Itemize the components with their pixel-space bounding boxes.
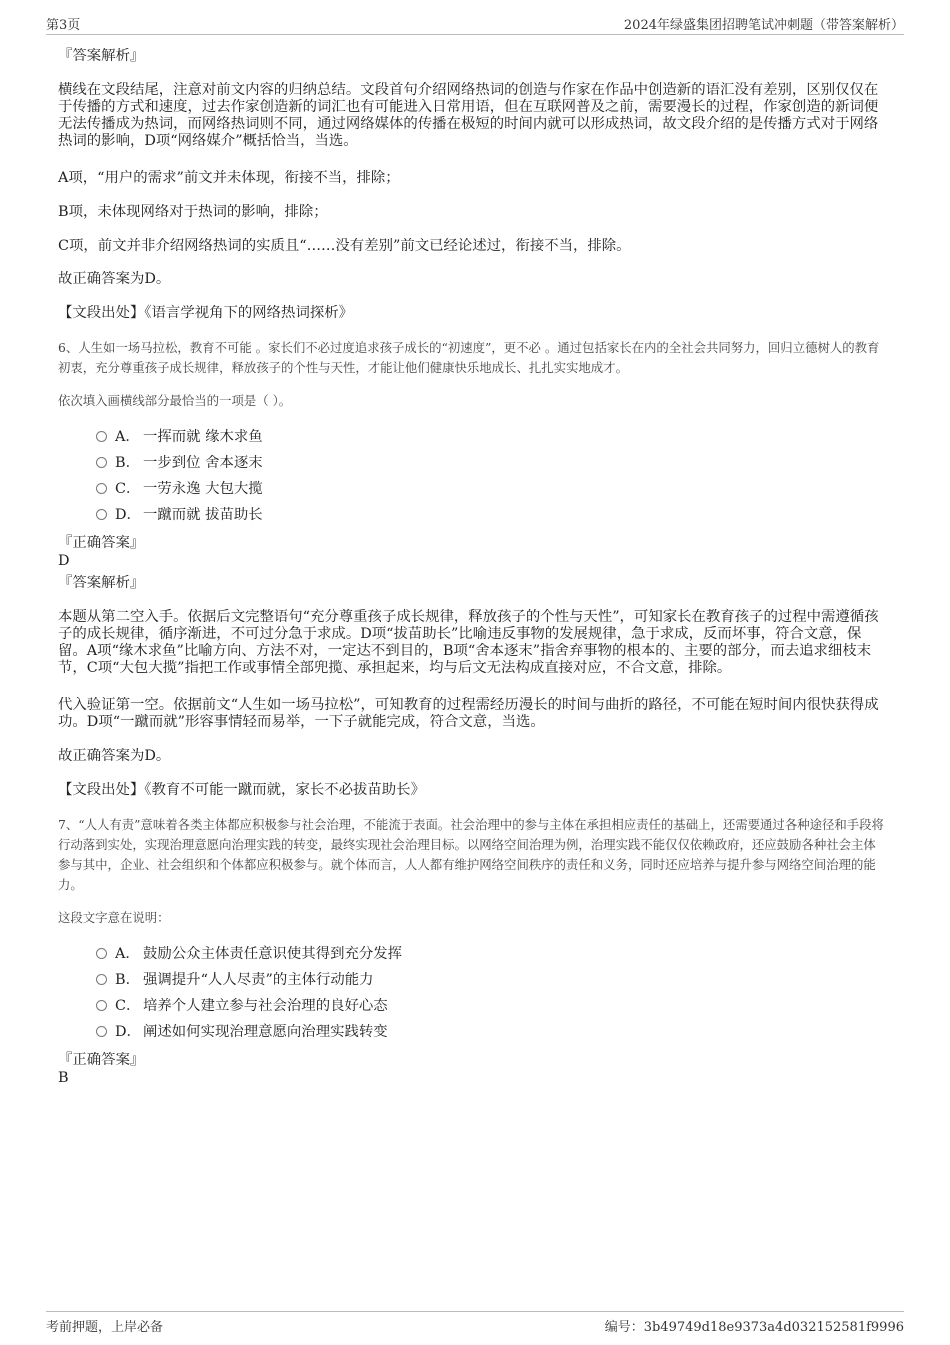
radio-icon[interactable] (96, 431, 107, 442)
radio-icon[interactable] (96, 509, 107, 520)
radio-icon[interactable] (96, 483, 107, 494)
q6-conclusion: 故正确答案为D。 (58, 748, 171, 764)
page-number: 第3页 (46, 18, 81, 33)
q6-answer-label: 『正确答案』 (58, 535, 145, 551)
q6-source: 【文段出处】《教育不可能一蹴而就，家长不必拔苗助长》 (58, 782, 425, 798)
q6-analysis-1: 本题从第二空入手。依据后文完整语句“充分尊重孩子成长规律，释放孩子的个性与天性”，可知家长在教育孩子的过程中需遵循孩子的成长规律，循序渐进，不可过分急于求成。D项“拔苗助长”比喻违反事物的发展规律，急于求成，反而坏事，符合文意，保留。A项“缘木求鱼”比喻方向、方法不对，一定达不到目的，B项“舍本逐末”指舍弃事物的根本的、主要的部分，而去追求细枝末节，C项“大包大揽”指把工作或事情全部兜揽、承担起来，均与后文无法构成直接对应，不合文意，排除。 (58, 609, 879, 676)
radio-icon[interactable] (96, 948, 107, 959)
q6-option-c[interactable]: C． 一劳永逸 大包大揽 (96, 480, 263, 498)
page-footer (46, 1311, 904, 1337)
q7-answer: B (58, 1070, 69, 1086)
q5-option-b-note: B项，未体现网络对于热词的影响，排除； (58, 204, 328, 220)
q6-answer: D (58, 553, 70, 569)
document-code-label: 编号： (604, 1320, 644, 1335)
document-title: 2024年绿盛集团招聘笔试冲刺题（带答案解析） (623, 18, 904, 33)
radio-icon[interactable] (96, 1026, 107, 1037)
q5-option-c-note: C项，前文并非介绍网络热词的实质且“……没有差别”前文已经论述过，衔接不当，排除。 (58, 238, 631, 254)
radio-icon[interactable] (96, 1000, 107, 1011)
q7-stem: 7、“人人有责”意味着各类主体都应积极参与社会治理，不能流于表面。社会治理中的参与主体在承担相应责任的基础上，还需要通过各种途径和手段将行动落到实处，实现治理意愿向治理实践的转变，最终实现社会治理目标。以网络空间治理为例，治理实践不能仅仅依赖政府，还应鼓励各种社会主体参与其中，企业、社会组织和个体都应积极参与。就个体而言，人人都有维护网络空间秩序的责任和义务，同时还应培养与提升参与网络空间治理的能力。 (58, 817, 884, 892)
q6-analysis-label: 『答案解析』 (58, 575, 145, 591)
document-code-value: 3b49749d18e9373a4d032152581f9996 (643, 1320, 904, 1335)
q5-analysis: 横线在文段结尾，注意对前文内容的归纳总结。文段首句介绍网络热词的创造与作家在作品中创造新的语汇没有差别，区别仅仅在于传播的方式和速度，过去作家创造新的词汇也有可能进入日常用语，但在互联网普及之前，需要漫长的过程，作家创造的新词便无法传播成为热词，而网络热词则不同，通过网络媒体的传播在极短的时间内就可以形成热词，故文段介绍的是传播方式对于网络热词的影响，D项“网络媒介”概括恰当，当选。 (58, 82, 879, 149)
q7-option-b[interactable]: B． 强调提升“人人尽责”的主体行动能力 (96, 971, 374, 989)
q7-option-d[interactable]: D． 阐述如何实现治理意愿向治理实践转变 (96, 1023, 388, 1041)
q5-conclusion: 故正确答案为D。 (58, 271, 171, 287)
q5-analysis-label: 『答案解析』 (58, 48, 145, 64)
q7-prompt: 这段文字意在说明： (58, 910, 170, 925)
footer-slogan: 考前押题，上岸必备 (46, 1320, 164, 1335)
page-header (46, 14, 904, 35)
q6-option-b[interactable]: B． 一步到位 舍本逐末 (96, 454, 263, 472)
q6-option-a[interactable]: A． 一挥而就 缘木求鱼 (96, 428, 263, 446)
q6-analysis-2: 代入验证第一空。依据前文“人生如一场马拉松”，可知教育的过程需经历漫长的时间与曲折的路径，不可能在短时间内很快获得成功。D项“一蹴而就”形容事情轻而易举，一下子就能完成，符合文意，当选。 (58, 697, 879, 730)
q7-option-a[interactable]: A． 鼓励公众主体责任意识使其得到充分发挥 (96, 945, 402, 963)
q5-option-a-note: A项，“用户的需求”前文并未体现，衔接不当，排除； (58, 170, 400, 186)
q6-stem: 6、人生如一场马拉松，教育不可能 。家长们不必过度追求孩子成长的“初速度”，更不必 。通过包括家长在内的全社会共同努力，回归立德树人的教育初衷，充分尊重孩子成长规律，释放孩子的个性与天性，才能让他们健康快乐地成长、扎扎实实地成才。 (58, 340, 880, 375)
q6-option-d[interactable]: D． 一蹴而就 拔苗助长 (96, 506, 263, 524)
q7-option-c[interactable]: C． 培养个人建立参与社会治理的良好心态 (96, 997, 388, 1015)
q5-source: 【文段出处】《语言学视角下的网络热词探析》 (58, 305, 354, 321)
q7-answer-label: 『正确答案』 (58, 1052, 145, 1068)
q6-prompt: 依次填入画横线部分最恰当的一项是（ ）。 (58, 393, 292, 408)
document-code (605, 1316, 904, 1335)
radio-icon[interactable] (96, 974, 107, 985)
radio-icon[interactable] (96, 457, 107, 468)
